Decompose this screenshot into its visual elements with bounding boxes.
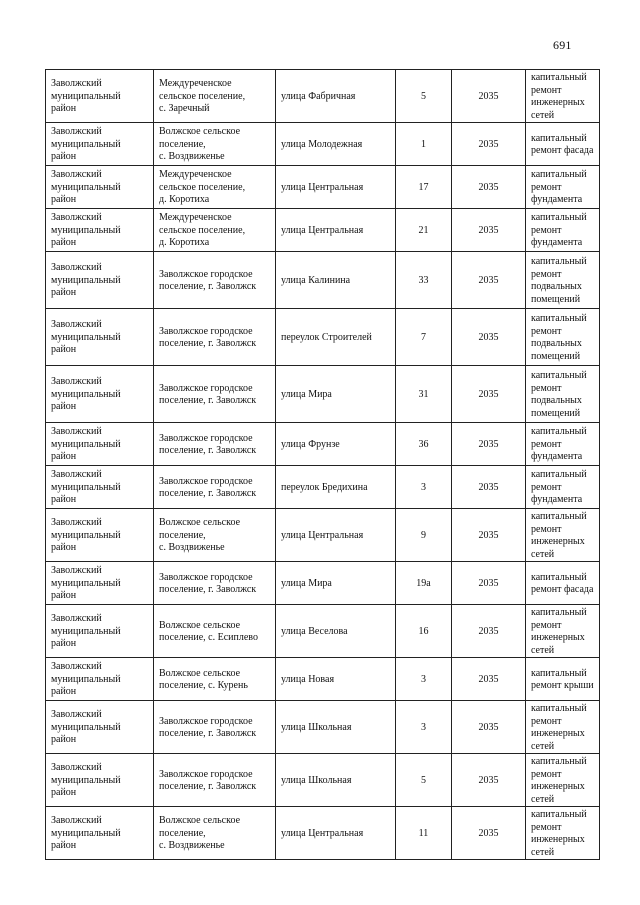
work-type-cell: капитальный ремонт инженерных сетей [526,605,600,658]
work-type-cell: капитальный ремонт инженерных сетей [526,509,600,562]
table-row [46,562,600,605]
year-cell: 2035 [452,562,526,605]
year-cell: 2035 [452,605,526,658]
district-cell: Заволжский муниципальный район [46,658,154,701]
work-type-cell: капитальный ремонт фундамента [526,466,600,509]
street-cell: улица Калинина [276,252,396,309]
table-row [46,123,600,166]
settlement-cell: Заволжское городское поселение, г. Заволжск [154,309,276,366]
work-type-cell: капитальный ремонт фасада [526,562,600,605]
settlement-cell: Волжское сельское поселение, с. Курень [154,658,276,701]
house-number-cell: 5 [396,754,452,807]
work-type-cell: капитальный ремонт инженерных сетей [526,807,600,860]
year-cell: 2035 [452,252,526,309]
settlement-cell: Междуреченское сельское поселение, д. Коротиха [154,209,276,252]
year-cell: 2035 [452,509,526,562]
district-cell: Заволжский муниципальный район [46,562,154,605]
settlement-cell: Волжское сельское поселение, с. Есиплево [154,605,276,658]
settlement-cell: Междуреченское сельское поселение, д. Коротиха [154,166,276,209]
table-row [46,658,600,701]
street-cell: улица Фабричная [276,70,396,123]
house-number-cell: 3 [396,701,452,754]
street-cell: улица Центральная [276,166,396,209]
district-cell: Заволжский муниципальный район [46,807,154,860]
street-cell: переулок Строителей [276,309,396,366]
house-number-cell: 16 [396,605,452,658]
house-number-cell: 11 [396,807,452,860]
settlement-cell: Заволжское городское поселение, г. Заволжск [154,754,276,807]
work-type-cell: капитальный ремонт инженерных сетей [526,754,600,807]
settlement-cell: Волжское сельское поселение, с. Воздвиженье [154,123,276,166]
year-cell: 2035 [452,754,526,807]
work-type-cell: капитальный ремонт фундамента [526,423,600,466]
district-cell: Заволжский муниципальный район [46,701,154,754]
year-cell: 2035 [452,366,526,423]
work-type-cell: капитальный ремонт фасада [526,123,600,166]
settlement-cell: Заволжское городское поселение, г. Заволжск [154,562,276,605]
street-cell: улица Новая [276,658,396,701]
table-row [46,701,600,754]
street-cell: улица Мира [276,562,396,605]
district-cell: Заволжский муниципальный район [46,366,154,423]
house-number-cell: 3 [396,658,452,701]
work-type-cell: капитальный ремонт подвальных помещений [526,309,600,366]
street-cell: переулок Бредихина [276,466,396,509]
house-number-cell: 21 [396,209,452,252]
house-number-cell: 7 [396,309,452,366]
district-cell: Заволжский муниципальный район [46,123,154,166]
table-row [46,366,600,423]
table-row [46,252,600,309]
house-number-cell: 36 [396,423,452,466]
table-row [46,754,600,807]
table-row [46,70,600,123]
settlement-cell: Заволжское городское поселение, г. Заволжск [154,466,276,509]
table-row [46,423,600,466]
settlement-cell: Заволжское городское поселение, г. Заволжск [154,366,276,423]
year-cell: 2035 [452,309,526,366]
page-number: 691 [553,38,572,52]
house-number-cell: 1 [396,123,452,166]
house-number-cell: 19а [396,562,452,605]
settlement-cell: Волжское сельское поселение, с. Воздвиженье [154,509,276,562]
district-cell: Заволжский муниципальный район [46,166,154,209]
street-cell: улица Веселова [276,605,396,658]
street-cell: улица Центральная [276,807,396,860]
district-cell: Заволжский муниципальный район [46,309,154,366]
district-cell: Заволжский муниципальный район [46,466,154,509]
year-cell: 2035 [452,70,526,123]
district-cell: Заволжский муниципальный район [46,509,154,562]
street-cell: улица Фрунзе [276,423,396,466]
year-cell: 2035 [452,466,526,509]
settlement-cell: Междуреченское сельское поселение, с. Заречный [154,70,276,123]
house-number-cell: 31 [396,366,452,423]
district-cell: Заволжский муниципальный район [46,70,154,123]
year-cell: 2035 [452,166,526,209]
settlement-cell: Волжское сельское поселение, с. Воздвиженье [154,807,276,860]
district-cell: Заволжский муниципальный район [46,252,154,309]
work-type-cell: капитальный ремонт подвальных помещений [526,252,600,309]
house-number-cell: 9 [396,509,452,562]
district-cell: Заволжский муниципальный район [46,209,154,252]
house-number-cell: 5 [396,70,452,123]
year-cell: 2035 [452,658,526,701]
table-row [46,166,600,209]
table-row [46,209,600,252]
house-number-cell: 17 [396,166,452,209]
street-cell: улица Центральная [276,209,396,252]
work-type-cell: капитальный ремонт подвальных помещений [526,366,600,423]
street-cell: улица Школьная [276,754,396,807]
work-type-cell: капитальный ремонт инженерных сетей [526,701,600,754]
district-cell: Заволжский муниципальный район [46,423,154,466]
year-cell: 2035 [452,423,526,466]
year-cell: 2035 [452,209,526,252]
year-cell: 2035 [452,807,526,860]
street-cell: улица Молодежная [276,123,396,166]
year-cell: 2035 [452,123,526,166]
repair-schedule-table [45,69,600,860]
house-number-cell: 33 [396,252,452,309]
settlement-cell: Заволжское городское поселение, г. Заволжск [154,701,276,754]
table-row [46,605,600,658]
street-cell: улица Школьная [276,701,396,754]
work-type-cell: капитальный ремонт фундамента [526,209,600,252]
work-type-cell: капитальный ремонт инженерных сетей [526,70,600,123]
street-cell: улица Центральная [276,509,396,562]
table-row [46,807,600,860]
work-type-cell: капитальный ремонт фундамента [526,166,600,209]
settlement-cell: Заволжское городское поселение, г. Заволжск [154,423,276,466]
table-row [46,509,600,562]
table-row [46,309,600,366]
district-cell: Заволжский муниципальный район [46,754,154,807]
street-cell: улица Мира [276,366,396,423]
work-type-cell: капитальный ремонт крыши [526,658,600,701]
settlement-cell: Заволжское городское поселение, г. Заволжск [154,252,276,309]
house-number-cell: 3 [396,466,452,509]
district-cell: Заволжский муниципальный район [46,605,154,658]
table-row [46,466,600,509]
year-cell: 2035 [452,701,526,754]
